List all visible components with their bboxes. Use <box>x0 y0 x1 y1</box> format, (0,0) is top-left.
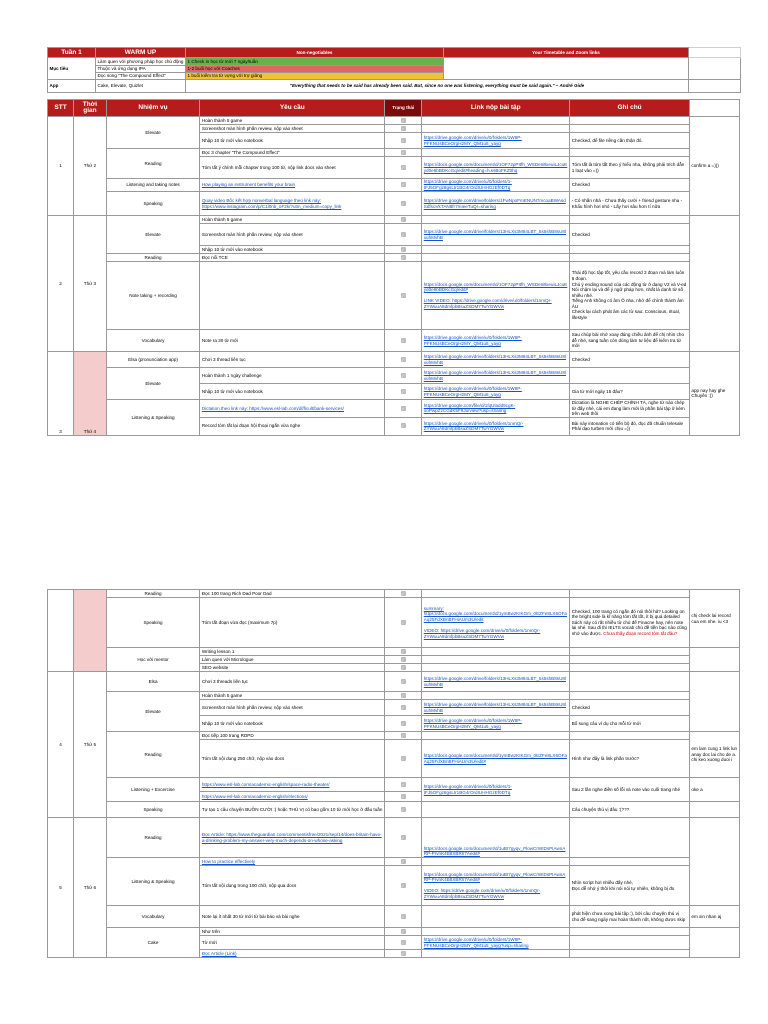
goals-label: Mục tiêu <box>48 58 96 80</box>
status-cell[interactable] <box>385 928 422 936</box>
link-cell[interactable]: https://drive.google.com/drive/u/0/folders/1nmQr-ZYWuuA8dmfpbBsuZSDM7TwYGWVw <box>422 417 570 435</box>
task-cell: Reading <box>106 254 200 262</box>
goal-item: Đọc song "The Compound Effect" <box>96 73 186 80</box>
note-cell <box>570 692 690 700</box>
req-cell: Làm quen với Micrologue <box>200 656 385 664</box>
side-note <box>689 928 739 958</box>
req-cell[interactable]: https://www.esl-lab.com/academic-english/space-radio-theater/ <box>200 778 385 792</box>
time-cell: Thứ 3 <box>74 216 107 352</box>
empty-cell <box>689 48 741 58</box>
checkbox-icon[interactable]: ✓ <box>401 678 405 684</box>
note-cell <box>570 936 690 950</box>
sheet-page-1 <box>47 47 740 436</box>
link-cell[interactable] <box>422 125 570 133</box>
task-cell: Cake <box>106 928 200 958</box>
side-note <box>689 648 739 672</box>
stt-cell <box>48 590 74 672</box>
checkbox-icon[interactable]: ✓ <box>401 372 405 378</box>
req-cell[interactable]: Đọc Article (Link) <box>200 950 385 958</box>
note-cell <box>570 149 690 157</box>
col-time: Thời gian <box>74 100 107 117</box>
checkbox-icon[interactable]: ✓ <box>401 928 405 934</box>
note-cell <box>570 672 690 692</box>
note-cell <box>570 590 690 598</box>
status-cell[interactable] <box>385 149 422 157</box>
task-cell: Elsa (pronunciation app) <box>106 352 200 368</box>
checkbox-icon[interactable]: ✓ <box>401 231 405 237</box>
note-cell <box>570 125 690 133</box>
stt-cell: 2 <box>48 216 74 352</box>
req-cell: Nhập 10 từ mới vào notebook <box>200 716 385 732</box>
warmup-header: WARM UP <box>96 48 186 58</box>
note-cell <box>570 732 690 740</box>
side-note: confirm a =))) <box>689 117 739 216</box>
req-cell: Đọc tiếp 100 trang RDPD <box>200 732 385 740</box>
empty-cell <box>689 80 741 93</box>
status-cell[interactable] <box>385 732 422 740</box>
checkbox-icon[interactable]: ✓ <box>401 755 405 761</box>
status-cell[interactable] <box>385 858 422 866</box>
stt-cell: 1 <box>48 117 74 216</box>
req-cell: Screenshot màn hình phần review, nộp vào sheet <box>200 700 385 716</box>
note-cell: phát hiện chưa xong bài tập :), bởi câu chuyện thú vị cho để sang ngày mai hoàn thành nốt, không được skip <box>570 906 690 928</box>
empty-cell <box>689 100 739 117</box>
timetable-cell[interactable] <box>444 58 689 80</box>
side-note: em lam cung 1 link lun anay doc lai cho de a. chi keo xuong duoi i <box>689 732 739 778</box>
week-label: Tuần 1 <box>48 48 96 58</box>
link-cell[interactable]: https://docs.google.com/document/d/1uBI7gyqv_PlowCrWIDsPIAwnARP-PrvnK4B8XBRh7Aedit# <box>422 818 570 858</box>
col-status: Trạng thái <box>385 100 422 117</box>
status-cell[interactable] <box>385 740 422 778</box>
link-cell[interactable]: https://drive.google.com/file/d/1fqUladd9cgK-ooPwpZzCGdK5F9Ju/view?usp=sharing <box>422 400 570 418</box>
task-table <box>47 99 740 436</box>
task-cell: Speaking <box>106 802 200 818</box>
task-cell: Reading <box>106 149 200 179</box>
col-link: Link nộp bài tập <box>422 100 570 117</box>
note-text: Checked, 100 trang có ngắn đó nói thôi hả? Looking on the bright side là kĩ năng tóm tắt tốt, ít bị quá detailed Sách này có rất nhiều từ chủ để Finacne hay, nên note lại nhé. Sau đi thi IELTS vocab chủ đề tiền bạc nào cũng nhớ vào được. <box>571 608 687 636</box>
link-cell[interactable] <box>422 732 570 740</box>
status-cell[interactable] <box>385 648 422 656</box>
link-cell[interactable]: https://drive.google.com/drive/u/0/folders/1-tFJ5OFgz8gsLtr1BG4rOrdIUHHGzEf0DTq <box>422 778 570 802</box>
task-cell: Elevate <box>106 117 200 149</box>
req-cell: Đọc 100 trang Rich Dad Poor Dad <box>200 590 385 598</box>
nonneg-item: 1 Check in học từ mới 7 ngày/tuần <box>186 58 444 66</box>
header-table <box>47 47 741 93</box>
task-table-continued <box>47 589 740 958</box>
status-cell[interactable] <box>385 400 422 418</box>
link-cell[interactable]: https://drive.google.com/drive/folders/13HLXs3M84LBT_5s5shB8sU8lxuhMvhB <box>422 368 570 384</box>
stt-cell: 3 <box>48 352 74 436</box>
checkbox-icon[interactable]: ✓ <box>401 834 405 840</box>
status-cell[interactable] <box>385 792 422 802</box>
status-cell[interactable] <box>385 216 422 224</box>
time-cell <box>74 590 107 672</box>
note-cell: Bài này intonation có tiến bộ đó, đọc đã chuẩn telesale Phải dạo turben mới chịu =)) <box>570 417 690 435</box>
note-warning: Chưa thấy đoạn record tóm tắt đâu? <box>603 630 678 636</box>
col-note: Ghi chú <box>570 100 690 117</box>
task-cell: Vocabulary <box>106 906 200 928</box>
note-cell: Nhìn script hơi nhiều đấy nhé, Đọc dễ nhớ ý thôi khi nói nói tự nhiên, không bị đo <box>570 866 690 906</box>
status-cell[interactable] <box>385 368 422 384</box>
status-cell[interactable] <box>385 117 422 125</box>
checkbox-icon[interactable]: ✓ <box>401 939 405 945</box>
note-cell: Tóm tắt là tóm tắt theo ý hiểu nha, không phải trích dẫn 1 loạt vào =)) <box>570 157 690 179</box>
task-cell: Speaking <box>106 192 200 216</box>
stt-cell: 4 <box>48 672 74 818</box>
side-note <box>689 216 739 352</box>
col-req: Yêu cầu <box>200 100 385 117</box>
checkbox-icon[interactable]: ✓ <box>401 913 405 919</box>
req-cell: Record tóm tắt lại đoạn hội thoại ngắn vừa nghe <box>200 417 385 435</box>
req-cell[interactable]: https://www.esl-lab.com/academic-english/elections/ <box>200 792 385 802</box>
status-cell[interactable] <box>385 672 422 692</box>
status-cell[interactable] <box>385 778 422 792</box>
req-cell[interactable]: Đọc Article: https://www.theguardian.com/commentisfree/2021/sep/14/does-britain-have-a-drinking-problem-my-answer-very-much-depends-on-whose-asking <box>200 818 385 858</box>
note-cell <box>570 246 690 254</box>
checkbox-icon[interactable]: ✓ <box>401 858 405 864</box>
link-cell[interactable] <box>422 664 570 672</box>
task-cell: Vocabulary <box>106 330 200 352</box>
req-cell[interactable]: Dictation theo link này: https://www.esl-lab.com/difficult/bank-services/ <box>200 400 385 418</box>
link-cell[interactable] <box>422 950 570 958</box>
note-cell: - Có nhấn nhá - Chưa thấy cười + friend gesture nha - Khẩu hình hơi nhỏ - Lấy hơi sâu hơn tí nữa <box>570 192 690 216</box>
status-cell[interactable] <box>385 254 422 262</box>
checkbox-icon[interactable]: ✓ <box>401 648 405 654</box>
task-cell: Reading <box>106 732 200 778</box>
checkbox-icon[interactable]: ✓ <box>401 806 405 812</box>
task-cell: Reading <box>106 818 200 858</box>
nonneg-item: 1-2 buổi học với Coaches <box>186 66 444 73</box>
status-cell[interactable] <box>385 417 422 435</box>
checkbox-icon[interactable]: ✓ <box>401 356 405 362</box>
status-cell[interactable] <box>385 352 422 368</box>
req-cell: Hoàn thành 5 game <box>200 117 385 125</box>
req-cell: Note ra 30 từ mới <box>200 330 385 352</box>
note-cell <box>570 648 690 656</box>
note-cell: Checked <box>570 179 690 192</box>
note-cell <box>570 664 690 672</box>
task-cell: Elevate <box>106 216 200 254</box>
note-cell: Hình như đây là link phần trước? <box>570 740 690 778</box>
sheet-page-2 <box>47 589 740 958</box>
time-cell: Thứ 4 <box>74 352 107 436</box>
link-cell[interactable]: https://drive.google.com/drive/folders/1FwNpoFmENUN7mcoaBWAsdSdfsoVkTAN8fr7mIeeTuQr=sharing <box>422 192 570 216</box>
checkbox-icon[interactable]: ✓ <box>401 704 405 710</box>
link-cell[interactable] <box>422 117 570 125</box>
req-cell: Note lại ít nhất 30 từ mới từ bài báo và bài nghe <box>200 906 385 928</box>
task-cell: Listening & Speaking <box>106 400 200 436</box>
task-cell: Listening & Speaking <box>106 858 200 906</box>
side-note <box>689 590 739 648</box>
quote-text: "Everything that needs to be said has already been said. But, since no one was listening, everything must be said again." – André Gide <box>186 80 689 93</box>
checkbox-icon[interactable]: ✓ <box>401 882 405 888</box>
req-cell: Hoàn thành 1 ngày challenge <box>200 368 385 384</box>
status-cell[interactable] <box>385 656 422 664</box>
checkbox-icon[interactable]: ✓ <box>401 137 405 143</box>
task-cell: Elevate <box>106 692 200 732</box>
req-cell[interactable]: How playing an instrument benefits your brain <box>200 179 385 192</box>
app-value: Cake, Elevate, Quizlet <box>96 80 186 93</box>
req-cell: Từ mới <box>200 936 385 950</box>
req-cell: Tóm tắt nội dung trong 100 chữ, nộp qua docs <box>200 866 385 906</box>
req-cell: Tóm tắt nội dung 250 chữ, nộp vào docs <box>200 740 385 778</box>
req-cell: Tự tạo 1 câu chuyện BUỒN CƯỜI :) hoặc THÚ VỊ có bao gồm 10 từ mới học ở đầu tuần <box>200 802 385 818</box>
checkbox-icon[interactable]: ✓ <box>401 388 405 394</box>
checkbox-icon[interactable]: ✓ <box>401 720 405 726</box>
col-task: Nhiệm vụ <box>106 100 200 117</box>
link-cell[interactable]: https://drive.google.com/drive/u/0/folders/1W8P-PFKNUsBCeOrgH2MY_QM1u5_yayg <box>422 330 570 352</box>
checkbox-icon[interactable]: ✓ <box>401 149 405 155</box>
status-cell[interactable] <box>385 224 422 246</box>
checkbox-icon[interactable]: ✓ <box>401 200 405 206</box>
task-cell: Note taking + recording <box>106 262 200 330</box>
status-cell[interactable] <box>385 700 422 716</box>
status-cell[interactable] <box>385 330 422 352</box>
status-cell[interactable] <box>385 590 422 598</box>
status-cell[interactable] <box>385 936 422 950</box>
checkbox-icon[interactable]: ✓ <box>401 423 405 429</box>
note-cell: Bổ sung câu ví dụ cho mỗi từ mới <box>570 716 690 732</box>
link-cell[interactable]: https://drive.google.com/drive/folders/13HLXs3M84LBT_5s5shB8sU8lxuhMvhB <box>422 224 570 246</box>
status-cell[interactable] <box>385 246 422 254</box>
link-cell[interactable] <box>422 692 570 700</box>
link-cell[interactable]: https://drive.google.com/drive/u/0/folders/1W8P-PFKNUsBCeOrgH2MY_QM1u5_yayg <box>422 716 570 732</box>
link-cell[interactable]: https://docs.google.com/document/d/1uBI7gyqv_PlowCrWIDsPIAwnARP-PrvnK4B8XBRh7Aedit# VIDEO: https://drive.google.com/drive/u/0/folders/1nmQr-ZYWuuA8dmfpbBsuZSDM7TwYGWVw <box>422 866 570 906</box>
task-cell: Listening and taking notes <box>106 179 200 192</box>
link-cell[interactable]: https://drive.google.com/drive/u/0/folders/1-tFJ5OFgz8gsLtr1BG4rOrdIUHHGzEf0DTq <box>422 179 570 192</box>
checkbox-icon[interactable]: ✓ <box>401 164 405 170</box>
checkbox-icon[interactable]: ✓ <box>401 216 405 222</box>
req-cell: Nhập 10 từ mới vào notebook <box>200 384 385 400</box>
req-cell: Screenshot màn hình phần review, nộp vào sheet <box>200 125 385 133</box>
link-cell[interactable] <box>422 254 570 262</box>
req-cell: Đọc 3 chapter "The Compound Effect" <box>200 149 385 157</box>
checkbox-icon[interactable]: ✓ <box>401 254 405 260</box>
checkbox-icon[interactable]: ✓ <box>401 117 405 123</box>
note-cell: Checked <box>570 352 690 368</box>
req-cell: Writing lesson 1 <box>200 648 385 656</box>
link-cell[interactable] <box>422 802 570 818</box>
side-note-text: chị check lai record cua em nhe. iu <3 <box>691 612 731 624</box>
link-cell[interactable] <box>422 246 570 254</box>
req-cell[interactable]: How to practice effectively <box>200 858 385 866</box>
stt-cell: 5 <box>48 818 74 958</box>
link-cell[interactable] <box>422 656 570 664</box>
status-cell[interactable] <box>385 125 422 133</box>
req-cell: Chơi 3 thread liên tục <box>200 352 385 368</box>
link-cell[interactable] <box>422 590 570 598</box>
status-cell[interactable] <box>385 598 422 648</box>
status-cell[interactable] <box>385 262 422 330</box>
col-stt: STT <box>48 100 74 117</box>
note-cell: Dictation là NGHE CHÉP CHÍNH TẢ, nghe từ nào chép từ đấy nhé, cái em đang làm mới là phần bài tập ở kèm trên web thôi <box>570 400 690 418</box>
checkbox-icon[interactable]: ✓ <box>401 182 405 188</box>
link-cell[interactable]: https://drive.google.com/drive/folders/13HLXs3M84LBT_5s5shB8sU8lxuhMvhB <box>422 700 570 716</box>
side-note <box>689 818 739 906</box>
status-cell[interactable] <box>385 906 422 928</box>
req-cell: Đọc nổi TCE <box>200 254 385 262</box>
time-cell: Thứ 5 <box>74 672 107 818</box>
task-cell: Listening + Excercise <box>106 778 200 802</box>
link-cell[interactable]: summary: https://docs.google.com/document/d/1ymBwzKIKGm_0EZFe8LX6OFaAq25FdXBnBFHiAUm3U/edit VIDEO: https://drive.google.com/drive/u/0/folders/1nmQr-ZYWuuA8dmfpbBsuZSDM7TwYGWVw <box>422 598 570 648</box>
note-cell <box>570 818 690 858</box>
link-cell[interactable]: https://docs.google.com/document/d/1OF72pPItfh_WSDeWlxeuiLJcuEyd0e6bBDKcGq/edit#heading=h.ssBoFKZ0hq <box>422 157 570 179</box>
note-cell: Thái độ học tập tốt, yêu cầu record 3 đoạn mà làm luôn 6 đoạn. Chú ý ending sound của các động từ ở dạng V2 và V-ed Nói chậm lại và để ý ngữ pháp hơn, nhất là danh từ số nhiều nhé. Tiếng Anh không có âm Ô nha, nhớ để chính thành âm ÂU Check lại cách phát âm các từ sau: Conscious, ritual, lifestyle <box>570 262 690 330</box>
status-cell[interactable] <box>385 866 422 906</box>
status-cell[interactable] <box>385 950 422 958</box>
note-cell <box>570 928 690 936</box>
note-cell <box>570 117 690 125</box>
checkbox-icon[interactable]: ✓ <box>401 793 405 799</box>
req-cell: Chơi 3 threads liên tục <box>200 672 385 692</box>
nonneg-header: Non-negotiables <box>186 48 444 58</box>
task-cell: Reading <box>106 590 200 598</box>
checkbox-icon[interactable]: ✓ <box>401 337 405 343</box>
note-cell: Checked <box>570 224 690 246</box>
link-cell[interactable] <box>422 648 570 656</box>
nonneg-item: 1 buổi kiểm tra từ vựng với trợ giảng <box>186 73 444 80</box>
task-cell: Elsa <box>106 672 200 692</box>
note-cell: Sau chúp bài nhớ xoay đúng chiều ảnh để chị nhìn cho dễ nhé, sang tuần còn dùng làm tư liệu để kiểm tra từ mới <box>570 330 690 352</box>
checkbox-icon[interactable]: ✓ <box>401 292 405 298</box>
link-cell[interactable]: https://drive.google.com/drive/u/0/folders/1W8P-PFKNUsBCeOrgH2MY_QM1u5_yayg?usp=sharing <box>422 936 570 950</box>
checkbox-icon[interactable]: ✓ <box>401 125 405 131</box>
goal-item: Làm quen với phương pháp học chủ động <box>96 58 186 66</box>
task-cell: Elevate <box>106 368 200 400</box>
req-cell[interactable]: Quay video Bốc kết hợp nonverbal language theo link này: https://www.instagram.com/p/C1l0nb_oF2k/?utm_medium=copy_link <box>200 192 385 216</box>
side-note: app nay hay ghe Chuyên :)) <box>689 352 739 436</box>
side-note: oke a <box>689 778 739 802</box>
link-cell[interactable] <box>422 906 570 928</box>
note-cell <box>570 368 690 384</box>
app-label: App <box>48 80 96 93</box>
status-cell[interactable] <box>385 692 422 700</box>
link-cell[interactable]: https://drive.google.com/drive/folders/13HLXs3M84LBT_5s5shB8sU8lxuhMvhB <box>422 352 570 368</box>
checkbox-icon[interactable]: ✓ <box>401 732 405 738</box>
req-cell: Nhập 10 từ mới vào notebook <box>200 133 385 149</box>
note-cell <box>570 858 690 866</box>
status-cell[interactable] <box>385 384 422 400</box>
status-cell[interactable] <box>385 818 422 858</box>
task-cell: Học với mentor <box>106 648 200 672</box>
note-cell: Sau 2 lần nghe điền số lỗi và note vào cuối trang nhé <box>570 778 690 802</box>
req-cell: Screenshot màn hình phần review, nộp vào sheet <box>200 224 385 246</box>
req-cell: Như trên <box>200 928 385 936</box>
checkbox-icon[interactable]: ✓ <box>401 692 405 698</box>
checkbox-icon[interactable]: ✓ <box>401 246 405 252</box>
status-cell[interactable] <box>385 802 422 818</box>
req-cell: Tóm tắt ý chính mỗi chapter trong 100 từ, nộp link docs vào sheet <box>200 157 385 179</box>
note-cell: Checked <box>570 700 690 716</box>
goal-item: Thuộc và ứng dụng IPA <box>96 66 186 73</box>
link-cell[interactable]: https://drive.google.com/drive/u/0/folders/1W8P-PFKNUsBCeOrgH2MY_QM1u5_yayg <box>422 384 570 400</box>
checkbox-icon[interactable]: ✓ <box>401 619 405 625</box>
status-cell[interactable] <box>385 664 422 672</box>
time-cell: Thứ 6 <box>74 818 107 958</box>
link-cell[interactable] <box>422 149 570 157</box>
link-cell[interactable] <box>422 928 570 936</box>
checkbox-icon[interactable]: ✓ <box>401 664 405 670</box>
req-cell <box>200 262 385 330</box>
link-cell[interactable]: https://drive.google.com/drive/folders/13HLXs3M84LBT_5s5shB8sU8lxuhMvhB <box>422 672 570 692</box>
time-cell: Thứ 2 <box>74 117 107 216</box>
status-cell[interactable] <box>385 157 422 179</box>
link-cell[interactable]: https://docs.google.com/document/d/1OF72pPItfh_WSDeWlxeuiLJcuEyd0e6bBDKcGq/edit# LINK VIDEO: https://drive.google.com/drive/u/0/folders/1nmQr-ZYWuuA8dmfpbBsuZSDM7TwYGWVw <box>422 262 570 330</box>
note-cell: Câu chuyện thú vị đâu :(??? <box>570 802 690 818</box>
checkbox-icon[interactable]: ✓ <box>401 950 405 956</box>
note-cell <box>570 950 690 958</box>
checkbox-icon[interactable]: ✓ <box>401 590 405 596</box>
link-cell[interactable]: https://docs.google.com/document/d/1ymBwzKIKGm_0EZFe8LX6OFaAq25FdXBnBFHiAUm3U/edit# <box>422 740 570 778</box>
timetable-header: Your Timetable and Zoom links <box>444 48 689 58</box>
checkbox-icon[interactable]: ✓ <box>401 781 405 787</box>
side-note <box>689 802 739 818</box>
note-cell: Gia từ mới ngày 15 đâu? <box>570 384 690 400</box>
checkbox-icon[interactable]: ✓ <box>401 405 405 411</box>
status-cell[interactable] <box>385 133 422 149</box>
note-cell <box>570 216 690 224</box>
note-cell <box>570 254 690 262</box>
req-cell: Hoàn thành 5 game <box>200 692 385 700</box>
note-cell: Checked, để file riêng cần thận đó. <box>570 133 690 149</box>
link-cell[interactable]: https://drive.google.com/drive/u/0/folders/1W8P-PFKNUsBCeOrgH2MY_QM1u5_yayg <box>422 133 570 149</box>
link-cell[interactable] <box>422 858 570 866</box>
note-cell <box>570 598 690 648</box>
status-cell[interactable] <box>385 192 422 216</box>
req-cell: Hoàn thành 5 game <box>200 216 385 224</box>
side-note: em xin nhan aj <box>689 906 739 928</box>
req-cell: SEO website <box>200 664 385 672</box>
link-cell[interactable] <box>422 216 570 224</box>
checkbox-icon[interactable]: ✓ <box>401 656 405 662</box>
req-cell: Nhập 10 từ mới vào notebook <box>200 246 385 254</box>
status-cell[interactable] <box>385 716 422 732</box>
task-cell: Speaking <box>106 598 200 648</box>
status-cell[interactable] <box>385 179 422 192</box>
note-cell <box>570 656 690 664</box>
req-cell: Tóm tắt đoạn vừa đọc (maximum 7p) <box>200 598 385 648</box>
empty-cell <box>689 58 741 80</box>
side-note <box>689 672 739 732</box>
